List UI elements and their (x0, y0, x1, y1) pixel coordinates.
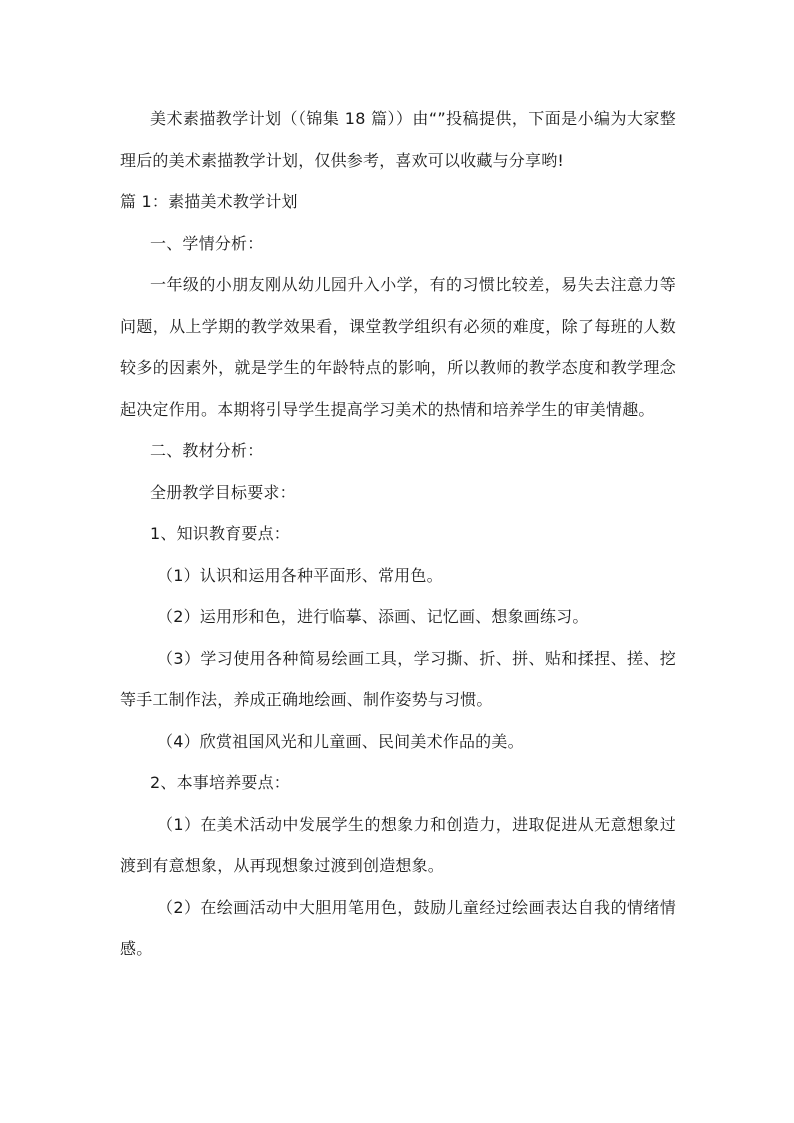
ability-points-heading: 2、本事培养要点： (150, 773, 290, 792)
knowledge-points-heading: 1、知识教育要点： (150, 524, 290, 543)
heading-learning-analysis: 一、学情分析： (150, 233, 264, 253)
section-title: 篇 1：素描美术教学计划 (120, 192, 298, 211)
learning-analysis-paragraph: 一年级的小朋友刚从幼儿园升入小学，有的习惯比较差，易失去注意力等问题，从上学期的教学效果看，课堂教学组织有必须的难度，除了每班的人数较多的因素外，就是学生的年龄特点的影响，所以教师的教学态度和教学理念起决定作用。本期将引导学生提高学习美术的热情和培养学生的审美情趣。 (120, 275, 676, 419)
intro-paragraph: 美术素描教学计划（（锦集 18 篇））由“”投稿提供，下面是小编为大家整理后的美术素描教学计划，仅供参考，喜欢可以收藏与分享哟! (120, 109, 676, 170)
ability-item-1: （1）在美术活动中发展学生的想象力和创造力，进取促进从无意想象过渡到有意想象，从再现想象过渡到创造想象。 (120, 814, 676, 875)
knowledge-item-1: （1）认识和运用各种平面形、常用色。 (157, 565, 443, 585)
heading-textbook-analysis: 二、教材分析： (150, 441, 264, 460)
knowledge-item-4: （4）欣赏祖国风光和儿童画、民间美术作品的美。 (157, 731, 524, 751)
knowledge-item-3: （3）学习使用各种简易绘画工具，学习撕、折、拼、贴和揉捏、搓、挖等手工制作法，养成正确地绘画、制作姿势与习惯。 (120, 648, 676, 709)
document-body (120, 98, 676, 970)
knowledge-item-2: （2）运用形和色，进行临摹、添画、记忆画、想象画练习。 (157, 607, 589, 626)
goals-heading: 全册教学目标要求： (150, 482, 296, 502)
ability-item-2: （2）在绘画活动中大胆用笔用色，鼓励儿童经过绘画表达自我的情绪情感。 (120, 897, 676, 958)
